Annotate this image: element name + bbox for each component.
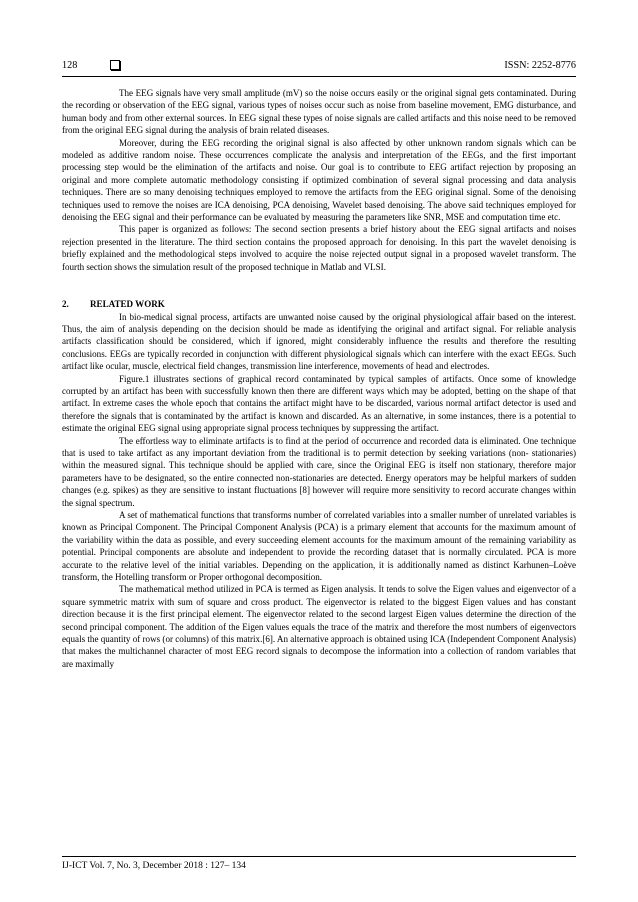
intro-paragraph: This paper is organized as follows: The second section presents a brief history about the EEG signal artifacts and noises rejection presented in the literature. The third section contains the proposed approach for denoising. In this part the wavelet denoising is briefly explained and the methodological steps involved to acquire the noise rejected output signal in a proposed wavelet transform. The fourth section shows the simulation result of the proposed technique in Matlab and VLSI. bbox=[62, 224, 576, 272]
footer-divider bbox=[62, 856, 576, 857]
intro-paragraph: The EEG signals have very small amplitude (mV) so the noise occurs easily or the original signal gets contaminated. During the recording or observation of the EEG signal, various types of noises occur such as noise from baseline movement, EMG disturbance, and human body and from other external sources. In EEG signal these types of noise signals are called artifacts and this noise need to be removed from the original EEG signal during the analysis of brain related diseases. bbox=[62, 88, 576, 136]
intro-paragraph: Moreover, during the EEG recording the original signal is also affected by other unknown random signals which can be modeled as additive random noise. These occurrences complicate the analysis and interpretation of the EEGs, and the first important processing step would be the elimination of the artifacts and noise. Our goal is to contribute to EEG artifact rejection by proposing an original and more complete automatic methodology consisting if optimized combination of several signal processing and data analysis techniques. There are so many denoising techniques employed to remove the artifacts from the EEG original signal. Some of the denoising techniques used to remove the noises are ICA denoising, PCA denoising, Wavelet based denoising. The above said techniques employed for denoising the EEG signal and their performance can be evaluated by measuring the parameters like SNR, MSE and computation time etc. bbox=[62, 137, 576, 223]
footer-citation: IJ-ICT Vol. 7, No. 3, December 2018 : 127– 134 bbox=[62, 861, 246, 871]
page-number: 128 bbox=[62, 59, 78, 71]
page-body bbox=[62, 87, 576, 670]
section-number: 2. bbox=[62, 299, 69, 310]
checkbox-square-icon bbox=[110, 60, 120, 70]
header-divider bbox=[62, 76, 576, 77]
page-header bbox=[62, 55, 576, 75]
issn-label: ISSN: 2252-8776 bbox=[504, 59, 576, 71]
section-title: RELATED WORK bbox=[90, 299, 165, 310]
section-paragraph: The mathematical method utilized in PCA is termed as Eigen analysis. It tends to solve the Eigen values and eigenvector of a square symmetric matrix with sum of square and cross product. The eigenvector is related to the biggest Eigen values and has constant direction because it is the first principal element. The eigenvector related to the second largest Eigen values determine the direction of the second principal component. The addition of the Eigen values equals the trace of the matrix and therefore the most numbers of eigenvectors equals the quantity of rows (or columns) of this matrix.[6]. An alternative approach is obtained using ICA (Independent Component Analysis) that makes the multichannel character of most EEG record signals to decompose the information into a collection of random variables that are maximally bbox=[62, 584, 576, 669]
section-paragraph: The effortless way to eliminate artifacts is to find at the period of occurrence and recorded data is eliminated. One technique that is used to take artifact as any important deviation from the traditional is to permit detection by seeking variations (non- stationaries) within the measured signal. This technique should be applied with care, since the Original EEG is itself non stationary, therefore major parameters have to be designated, so the entire connected non-stationaries are detected. Energy operators may be helpful markers of sudden changes (e.g. spikes) as they are sensitive to instant fluctuations [8] however will require more sensitivity to record accurate changes within the signal spectrum. bbox=[62, 435, 576, 508]
section-heading bbox=[62, 298, 576, 310]
section-paragraph: Figure.1 illustrates sections of graphical record contaminated by typical samples of artifacts. Once some of knowledge corrupted by an artifact has been with successfully known then there are different ways which may be adopted, betting on the shape of that artifact. In extreme cases the whole epoch that contains the artifact might have to be discarded, various normal artifact detector is used and therefore the signals that is contaminated by the artifact is known and discarded. As an alternative, in some instances, there is a potential to estimate the original EEG signal using appropriate signal process techniques by suppressing the artifact. bbox=[62, 373, 576, 434]
section-paragraph: In bio-medical signal process, artifacts are unwanted noise caused by the original physiological affair based on the interest. Thus, the aim of analysis depending on the decision should be made as identifying the original and artifact signal. For reliable analysis artifacts classification should be considered, which if ignored, might considerably influence the results and therefore the resulting conclusions. EEGs are typically recorded in conjunction with different physiological signals which can interfere with the exact EEGs. Such artifact like ocular, muscle, electrical field changes, transmission line interference, movements of head and electrodes. bbox=[62, 311, 576, 372]
section-paragraph: A set of mathematical functions that transforms number of correlated variables into a smaller number of unrelated variables is known as Principal Component. The Principal Component Analysis (PCA) is a primary element that accounts for the maximum amount of the variability within the data as possible, and every succeeding element accounts for the maximum amount of the remaining variability as potential. Principal components are absolute and independent to provide the recording dataset that is normally circulated. PCA is more accurate to the relative level of the initial variables. Depending on the application, it is additionally named as distinct Karhunen–Loève transform, the Hotelling transform or Proper orthogonal decomposition. bbox=[62, 510, 576, 583]
